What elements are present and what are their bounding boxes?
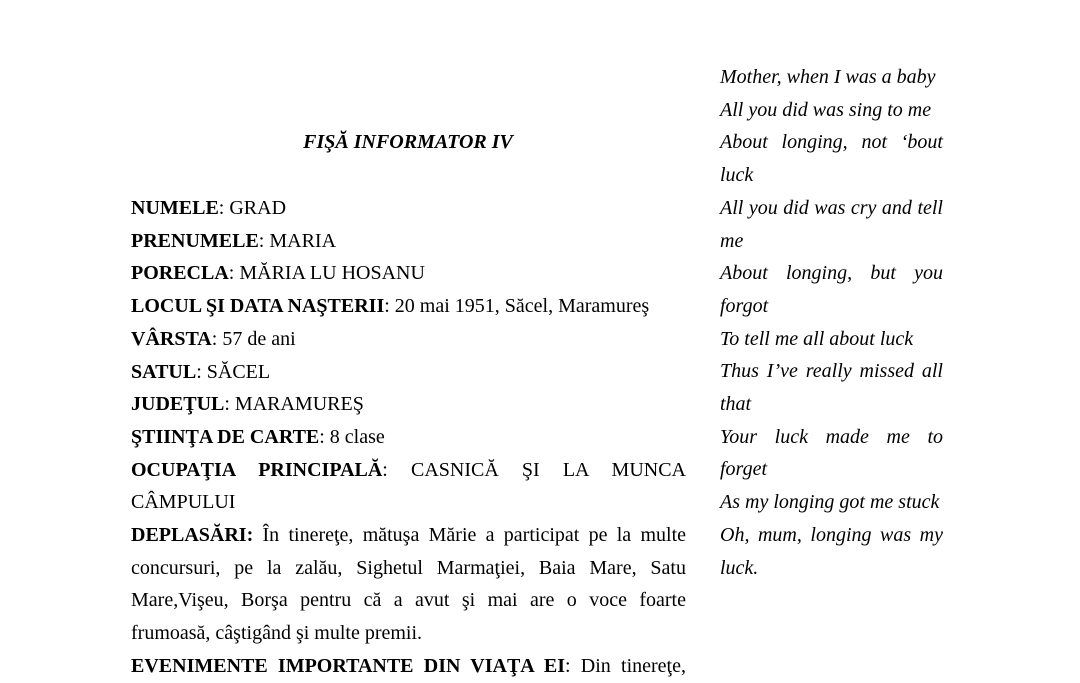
- poem-line: Thus I’ve really missed all that: [720, 360, 943, 416]
- informant-fields: [131, 192, 686, 683]
- field-label: VÂRSTA: [131, 327, 212, 350]
- poem-line: Your luck made me to forget: [720, 425, 943, 481]
- field-value: : SĂCEL: [196, 360, 271, 383]
- field-porecla: [131, 257, 686, 290]
- field-value: În tinereţe, mătuşa Mărie a participat pe la multe concursuri, pe la zalău, Sighetul Marmaţiei, Baia Mare, Satu Mare,Vişeu, Borşa pentru că a avut şi mai are o voce foarte frumoasă, câştigând şi multe premii.: [131, 524, 686, 645]
- field-label: ŞTIINŢA DE CARTE: [131, 425, 320, 448]
- field-stiinta-de-carte: [131, 421, 686, 454]
- field-label: DEPLASĂRI:: [131, 524, 254, 547]
- field-value: : GRAD: [218, 197, 287, 219]
- document-title: FIŞĂ INFORMATOR IV: [303, 131, 513, 153]
- field-label: JUDEŢUL: [131, 393, 225, 416]
- field-evenimente-importante: [131, 650, 686, 683]
- poem-column: [720, 61, 943, 584]
- field-value: : 57 de ani: [211, 327, 296, 350]
- field-locul-data-nasterii: [131, 290, 686, 323]
- field-judetul: [131, 388, 686, 421]
- poem-line: About longing, not ‘bout luck: [720, 131, 943, 187]
- field-deplasari: [131, 519, 686, 650]
- field-prenumele: [131, 225, 686, 258]
- field-label: PRENUMELE: [131, 229, 259, 252]
- field-label: LOCUL ŞI DATA NAŞTERII: [131, 295, 385, 318]
- field-label: EVENIMENTE IMPORTANTE DIN VIAŢA EI: [131, 654, 565, 677]
- field-numele: [131, 192, 686, 225]
- field-satul: [131, 356, 686, 389]
- field-value: : 20 mai 1951, Săcel, Maramureş: [384, 295, 650, 318]
- field-label: OCUPAŢIA PRINCIPALĂ: [131, 458, 383, 481]
- field-value: : MARIA: [258, 229, 337, 252]
- field-value: : CASNICĂ ŞI LA MUNCA CÂMPULUI: [131, 458, 686, 514]
- field-label: NUMELE: [131, 197, 219, 219]
- poem-line: Oh, mum, longing was my luck.: [720, 523, 943, 579]
- field-ocupatia-principala: [131, 454, 686, 519]
- poem-line: Mother, when I was a baby: [720, 66, 936, 88]
- poem-line: All you did was cry and tell me: [720, 196, 943, 252]
- field-value: : MĂRIA LU HOSANU: [228, 262, 425, 285]
- poem-line: As my longing got me stuck: [720, 491, 940, 514]
- field-label: PORECLA: [131, 262, 229, 285]
- poem-line: To tell me all about luck: [720, 327, 914, 350]
- field-label: SATUL: [131, 360, 197, 383]
- field-value: : MARAMUREŞ: [224, 393, 364, 416]
- field-value: : Din tinereţe,: [565, 654, 686, 677]
- poem-line: All you did was sing to me: [720, 98, 932, 121]
- field-varsta: [131, 323, 686, 356]
- poem-line: About longing, but you forgot: [720, 262, 943, 317]
- field-value: : 8 clase: [319, 425, 385, 448]
